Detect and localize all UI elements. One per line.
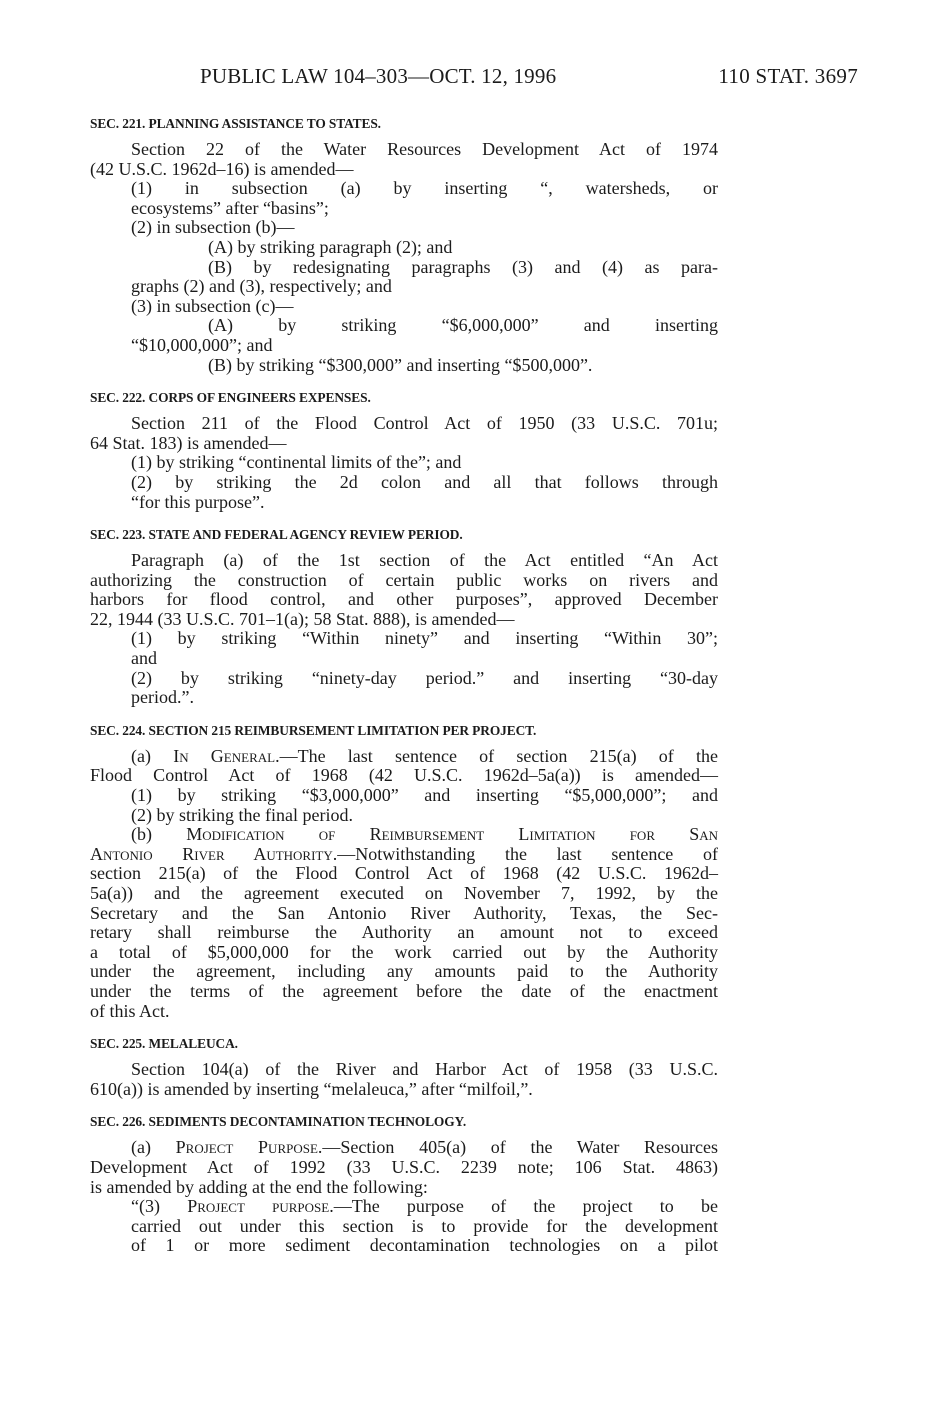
section-heading: SEC. 222. CORPS OF ENGINEERS EXPENSES. [90, 390, 371, 406]
text-line: (1) by striking “$3,000,000” and inserting “$5,000,000”; and [131, 785, 718, 806]
text-line: (42 U.S.C. 1962d–16) is amended— [90, 158, 354, 179]
section-heading: SEC. 225. MELALEUCA. [90, 1036, 238, 1052]
section-gap [90, 375, 718, 389]
section-gap [90, 1021, 718, 1035]
line-prefix: (a) [131, 1137, 176, 1158]
text-line: (B) by redesignating paragraphs (3) and (4) as para- [208, 256, 718, 277]
small-caps-heading: Antonio River Authority [90, 843, 333, 864]
text-line: a total of $5,000,000 for the work carried out by the Authority [90, 941, 718, 962]
text-line: (B) by striking “$300,000” and inserting “$500,000”. [208, 354, 593, 375]
line-suffix: .—Section 405(a) of the Water Resources [317, 1137, 718, 1158]
text-line: under the terms of the agreement before the date of the enactment [90, 980, 718, 1001]
section-gap [90, 512, 718, 526]
text-line [90, 747, 718, 767]
text-line: Paragraph (a) of the 1st section of the Act entitled “An Act [131, 550, 718, 571]
text-line [90, 825, 718, 845]
text-line: authorizing the construction of certain public works on rivers and [90, 569, 718, 590]
small-caps-heading: Project Purpose [175, 1137, 318, 1158]
statute-body [90, 115, 718, 1256]
text-line: of 1 or more sediment decontamination technologies on a pilot [131, 1235, 718, 1256]
text-line: (3) in subsection (c)— [131, 295, 294, 316]
section-heading: SEC. 223. STATE AND FEDERAL AGENCY REVIEW PERIOD. [90, 527, 463, 543]
text-line: (2) by striking “ninety-day period.” and inserting “30-day [131, 667, 718, 688]
text-line: (A) by striking paragraph (2); and [208, 236, 453, 257]
text-line: Flood Control Act of 1968 (42 U.S.C. 1962d–5a(a)) is amended— [90, 765, 718, 786]
text-line: “$10,000,000”; and [131, 334, 273, 355]
text-line: (1) by striking “Within ninety” and inserting “Within 30”; [131, 628, 718, 649]
small-caps-heading: Project purpose [187, 1196, 330, 1217]
section-heading: SEC. 221. PLANNING ASSISTANCE TO STATES. [90, 116, 381, 131]
text-line: 22, 1944 (33 U.S.C. 701–1(a); 58 Stat. 888), is amended— [90, 608, 515, 629]
text-line: under the agreement, including any amounts paid to the Authority [90, 961, 718, 982]
text-line: (A) by striking “$6,000,000” and inserting [208, 315, 718, 336]
text-line: 64 Stat. 183) is amended— [90, 432, 287, 453]
text-line: Section 211 of the Flood Control Act of 1950 (33 U.S.C. 701u; [131, 413, 718, 434]
text-line: Secretary and the San Antonio River Authority, Texas, the Sec- [90, 902, 718, 923]
text-line: period.”. [131, 687, 194, 708]
small-caps-heading: In General [173, 745, 276, 766]
text-line: graphs (2) and (3), respectively; and [131, 276, 392, 297]
text-line: of this Act. [90, 1000, 170, 1021]
text-line: “for this purpose”. [131, 491, 265, 512]
line-prefix: “(3) [131, 1196, 188, 1217]
text-line: and [131, 648, 157, 669]
running-header [90, 64, 858, 96]
text-line: 610(a)) is amended by inserting “melaleuca,” after “milfoil,”. [90, 1078, 533, 1099]
text-line: section 215(a) of the Flood Control Act of 1968 (42 U.S.C. 1962d– [90, 863, 718, 884]
text-line [90, 1138, 718, 1158]
small-caps-heading: Modification of Reimbursement Limitation for San [186, 824, 718, 845]
section-heading: SEC. 226. SEDIMENTS DECONTAMINATION TECHNOLOGY. [90, 1114, 467, 1130]
line-suffix: .—The purpose of the project to be [329, 1196, 719, 1217]
text-line: Development Act of 1992 (33 U.S.C. 2239 note; 106 Stat. 4863) [90, 1156, 718, 1177]
section-gap [90, 1099, 718, 1113]
text-line: is amended by adding at the end the following: [90, 1176, 428, 1197]
section-gap [90, 708, 718, 722]
line-suffix: .—The last sentence of section 215(a) of the [275, 745, 718, 766]
public-law-citation: PUBLIC LAW 104–303—OCT. 12, 1996 [200, 64, 557, 88]
text-line: Section 22 of the Water Resources Development Act of 1974 [131, 139, 718, 159]
text-line [90, 845, 718, 865]
text-line: harbors for flood control, and other purposes”, approved December [90, 589, 718, 610]
text-line: retary shall reimburse the Authority an amount not to exceed [90, 922, 718, 943]
line-prefix: (a) [131, 745, 174, 766]
text-line: (2) in subsection (b)— [131, 217, 295, 238]
line-suffix: .—Notwithstanding the last sentence of [332, 843, 718, 864]
text-line: (1) by striking “continental limits of the”; and [131, 452, 462, 473]
section-heading: SEC. 224. SECTION 215 REIMBURSEMENT LIMITATION PER PROJECT. [90, 722, 537, 738]
statutes-page-number: 110 STAT. 3697 [718, 64, 858, 88]
line-prefix: (b) [131, 824, 187, 845]
text-line: (1) in subsection (a) by inserting “, watersheds, or [131, 178, 718, 199]
text-line: carried out under this section is to provide for the development [131, 1215, 718, 1236]
text-line: (2) by striking the final period. [131, 804, 353, 825]
text-line: (2) by striking the 2d colon and all that follows through [131, 471, 718, 492]
text-line [90, 1197, 718, 1217]
text-line: Section 104(a) of the River and Harbor Act of 1958 (33 U.S.C. [131, 1059, 718, 1080]
text-line: ecosystems” after “basins”; [131, 197, 329, 218]
text-line: 5a(a)) and the agreement executed on November 7, 1992, by the [90, 883, 718, 903]
